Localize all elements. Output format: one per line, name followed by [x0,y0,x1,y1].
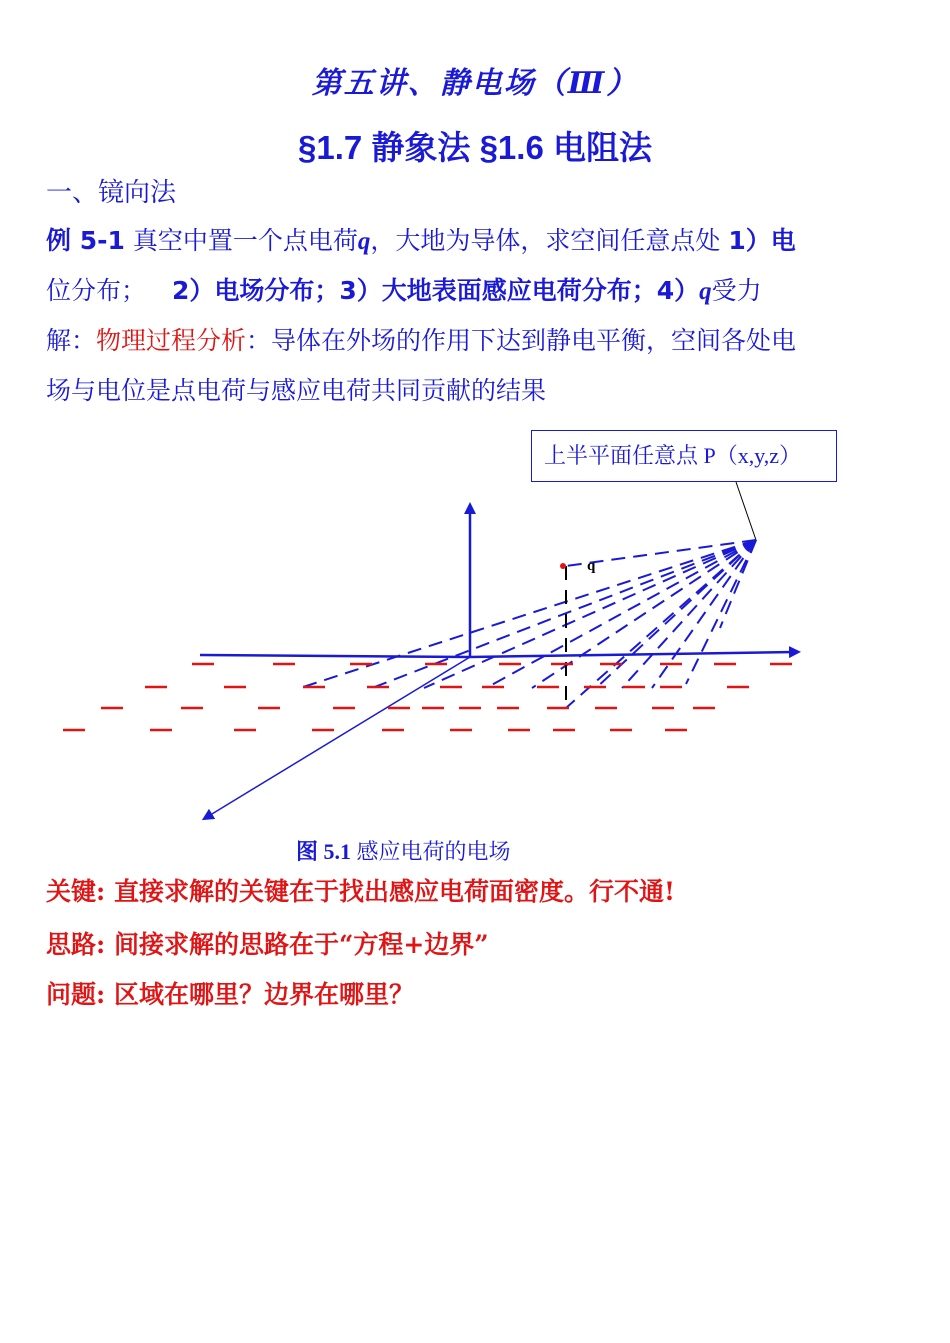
example-text-rest: ，大地为导体，求空间任意点处 [370,226,721,255]
charge-q [560,563,566,569]
example-label: 例 5-1 [46,226,125,255]
solution-line1-rest: ：导体在外场的作用下达到静电平衡，空间各处电 [246,326,797,355]
example-line2-a: 位分布； [46,276,147,305]
note-key-point: 关键: 直接求解的关键在于找出感应电荷面密度。行不通! [46,877,675,906]
note-key-label: 关键 [46,877,97,906]
note-question: 问题: 区域在哪里？边界在哪里？ [46,980,414,1009]
charge-label: q [587,558,596,574]
note-approach-label: 思路 [46,930,97,959]
figure-caption [296,835,511,866]
example-line-1 [46,224,796,259]
field-line-1 [300,540,756,688]
label-pointer [736,482,756,540]
example-item-1: 1）电 [728,226,796,255]
section-heading: 一、镜向法 [46,178,177,208]
page-title: 第五讲、静电场（Ⅲ） [311,66,639,101]
page-subtitle: §1.7 静象法 §1.6 电阻法 [298,129,652,166]
note-key-text: 直接求解的关键在于找出感应电荷面密度。行不通! [113,877,675,906]
note-question-text: 区域在哪里？边界在哪里？ [113,980,414,1009]
example-line2-b: 2）电场分布；3）大地表面感应电荷分布；4） [171,276,700,305]
solution-red-part: 物理过程分析 [96,326,247,355]
example-line-2 [46,274,762,309]
caption-number: 图 5.1 [296,839,352,864]
field-line-10 [686,540,756,684]
example-line2-var: q [699,278,712,305]
x-axis [470,652,795,657]
solution-label: 解： [46,326,97,355]
field-lines [300,540,756,708]
example-text: 真空中置一个点电荷 [132,226,358,255]
note-approach: 思路: 间接求解的思路在于“方程+边界” [46,930,489,959]
example-line2-c: 受力 [711,276,762,305]
x-axis-neg [200,655,470,657]
axes [200,508,795,817]
example-var-q: q [357,228,371,255]
note-question-label: 问题 [46,980,97,1009]
point-p-label: 上半平面任意点 P（x,y,z） [531,430,837,482]
caption-text: 感应电荷的电场 [356,839,511,864]
solution-line-2: 场与电位是点电荷与感应电荷共同贡献的结果 [46,376,547,405]
note-approach-text: 间接求解的思路在于“方程+边界” [113,930,489,959]
solution-line-1 [46,324,796,358]
y-axis [207,657,470,817]
induced-charge-figure [0,420,950,840]
induced-charges [63,664,792,730]
